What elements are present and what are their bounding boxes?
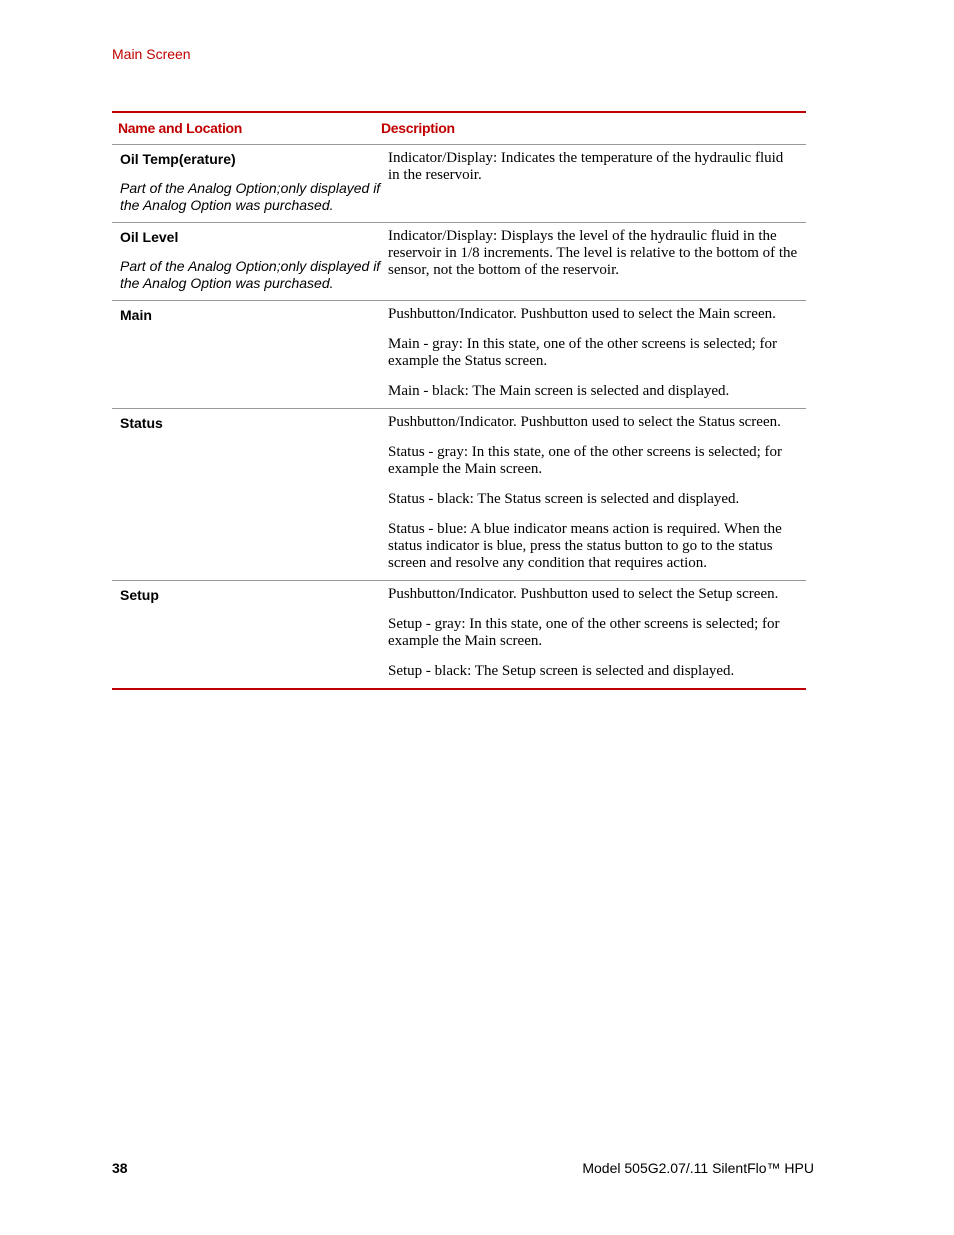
- description-paragraph: Status - gray: In this state, one of the other screens is selected; for example the Main screen.: [388, 444, 783, 477]
- table-row: [112, 301, 806, 409]
- item-name: Oil Temp(erature): [120, 151, 236, 167]
- page-number: 38: [112, 1160, 128, 1176]
- description-paragraph: Indicator/Display: Displays the level of the hydraulic fluid in the reservoir in 1/8 increments. The level is relative to the bottom of the sensor, not the bottom of the reservoir.: [388, 228, 798, 278]
- description-paragraph: Pushbutton/Indicator. Pushbutton used to select the Main screen.: [388, 306, 776, 322]
- description-paragraph: Indicator/Display: Indicates the temperature of the hydraulic fluid in the reservoir.: [388, 150, 784, 183]
- table-header-row: [112, 113, 806, 145]
- name-cell: [112, 223, 388, 300]
- description-cell: [388, 581, 806, 688]
- item-name: Setup: [120, 587, 159, 603]
- description-paragraph: Setup - gray: In this state, one of the other screens is selected; for example the Main screen.: [388, 616, 780, 649]
- description-paragraph: Main - gray: In this state, one of the other screens is selected; for example the Status screen.: [388, 336, 778, 369]
- description-cell: [388, 145, 806, 222]
- section-header: Main Screen: [112, 46, 191, 62]
- name-cell: [112, 301, 388, 408]
- description-paragraph: Status - black: The Status screen is selected and displayed.: [388, 491, 740, 507]
- document-title: Model 505G2.07/.11 SilentFlo™ HPU: [582, 1160, 814, 1176]
- table-row: [112, 409, 806, 581]
- description-cell: [388, 223, 806, 300]
- item-name: Oil Level: [120, 229, 179, 245]
- name-cell: [112, 409, 388, 580]
- item-note: Part of the Analog Option;only displayed if the Analog Option was purchased.: [120, 180, 381, 213]
- name-cell: [112, 145, 388, 222]
- description-paragraph: Setup - black: The Setup screen is selected and displayed.: [388, 663, 735, 679]
- column-header-description: Description: [381, 120, 455, 136]
- column-header-name: Name and Location: [118, 120, 243, 136]
- description-cell: [388, 409, 806, 580]
- item-name: Main: [120, 307, 152, 323]
- description-paragraph: Pushbutton/Indicator. Pushbutton used to select the Status screen.: [388, 414, 781, 430]
- table-row: [112, 223, 806, 301]
- description-paragraph: Main - black: The Main screen is selected and displayed.: [388, 383, 730, 399]
- description-paragraph: Status - blue: A blue indicator means action is required. When the status indicator is blue, press the status button to go to the status screen and resolve any condition that requires action.: [388, 521, 782, 571]
- table-row: [112, 581, 806, 688]
- name-cell: [112, 581, 388, 688]
- item-note: Part of the Analog Option;only displayed if the Analog Option was purchased.: [120, 258, 381, 291]
- description-cell: [388, 301, 806, 408]
- description-table: [112, 111, 806, 690]
- table-row: [112, 145, 806, 223]
- description-paragraph: Pushbutton/Indicator. Pushbutton used to select the Setup screen.: [388, 586, 779, 602]
- item-name: Status: [120, 415, 163, 431]
